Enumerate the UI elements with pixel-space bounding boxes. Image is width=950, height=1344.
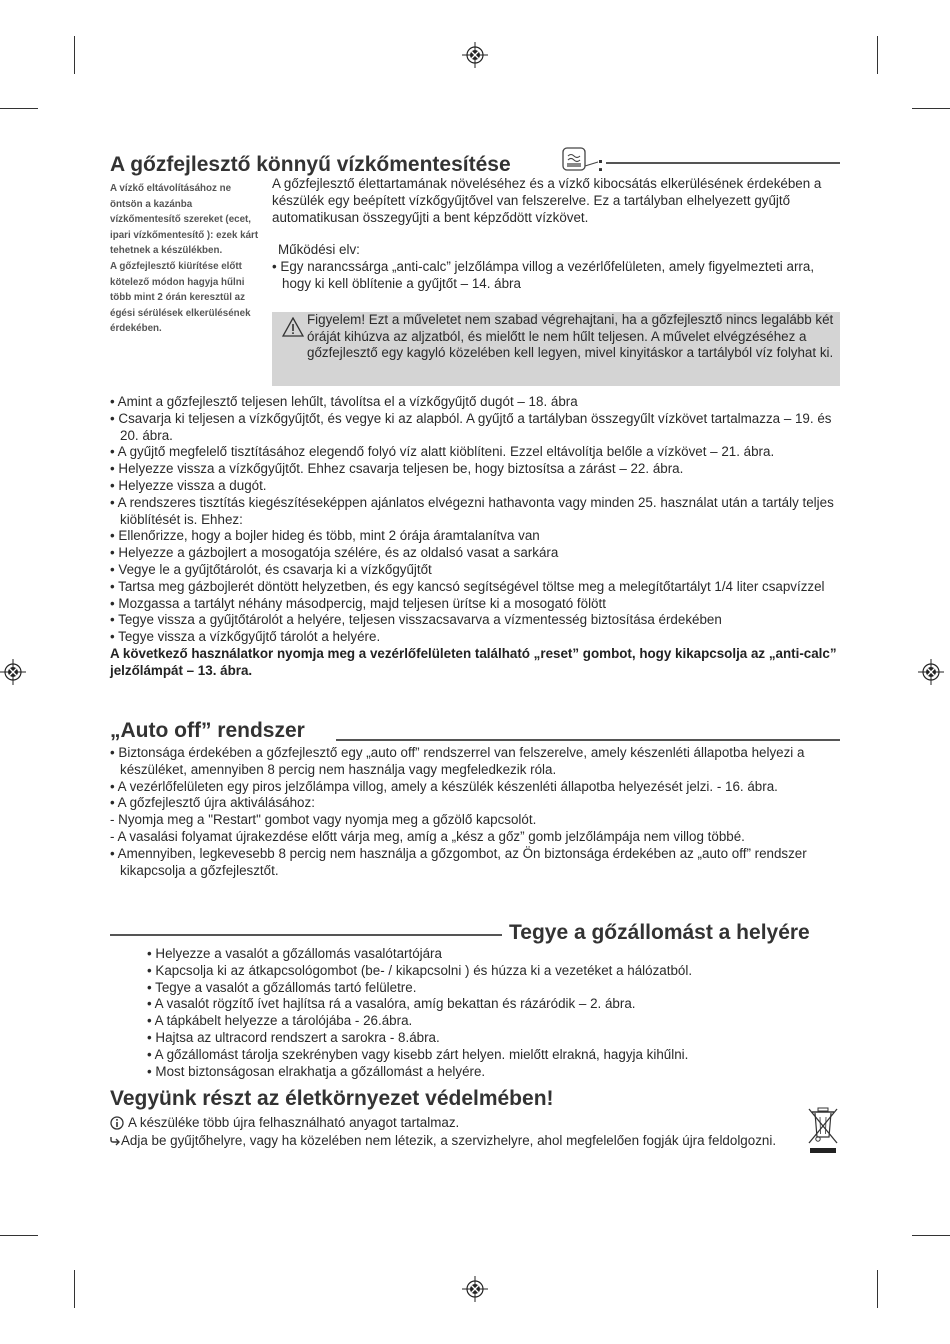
side-note-paragraph: A vízkő eltávolításához ne öntsön a kazánba vízkőmentesítő szereket (ecet, ipari vízkőmentesítő ): ezek kárt tehetnek a készülékben. (110, 183, 259, 257)
list-item: • A gőzfejlesztő újra aktiválásához: (110, 795, 315, 811)
list-item: • Tegye a vasalót a gőzállomás tartó felületre. (147, 979, 417, 995)
list-item: • A rendszeres tisztítás kiegészítéseképpen ajánlatos elvégezni hathavonta vagy minden 25. használat után a tartály teljes kiöblítését is. Ehhez: (110, 494, 834, 527)
arrow-right-icon (110, 1135, 121, 1146)
list-item: • A vasalót rögzítő ívet hajlítsa rá a vasalóra, amíg bekattan és rázáródik – 2. ábra. (147, 996, 636, 1012)
section-title-storage: Tegye a gőzállomást a helyére (509, 921, 810, 944)
registration-mark-icon (462, 1276, 488, 1302)
list-item: • Ellenőrizze, hogy a bojler hideg és több, mint 2 órája áramtalanítva van (110, 528, 540, 544)
crop-mark (877, 36, 878, 74)
list-item: • Tegye vissza a vízkőgyűjtő tárolót a helyére. (110, 629, 381, 645)
reset-instruction: A következő használatkor nyomja meg a vezérlőfelületen található „reset” gombot, hogy kikapcsolja az „anti-calc” jelzőlámpát – 13. ábra. (110, 645, 837, 678)
list-item: • Helyezze vissza a vízkőgyűjtőt. Ehhez csavarja teljesen be, hogy biztosítsa a zárást – 22. ábra. (110, 461, 684, 477)
section-title-colon: : (597, 153, 604, 176)
info-text: A készüléke több újra felhasználható anyagot tartalmaz. (128, 1115, 460, 1130)
auto-off-list (110, 745, 840, 879)
section-title-auto-off: „Auto off” rendszer (110, 719, 305, 742)
list-item: • Amint a gőzfejlesztő teljesen lehűlt, távolítsa el a vízkőgyűjtő dugót – 18. ábra (110, 394, 578, 409)
list-item: • Biztonsága érdekében a gőzfejlesztő egy „auto off” rendszerrel van felszerelve, amely készenléti állapotba helyezi a készüléket, amennyiben 8 percig nem használja vagy megfeledkezik róla. (110, 745, 805, 777)
crop-mark (0, 1235, 38, 1236)
list-item: • Helyezze a gázbojlert a mosogatója szélére, és az oldalsó vasat a sarkára (110, 545, 559, 561)
list-item: • Csavarja ki teljesen a vízkőgyűjtőt, és vegye ki az alapból. A gyűjtő a tartályban összegyűlt vízkövet tartalmazza – 19. és 20. ábra. (110, 410, 832, 443)
list-item: • A gyűjtő megfelelő tisztításához elegendő folyó víz alatt kiöblíteni. Ezzel eltávolítja belőle a vízkövet – 21. ábra. (110, 444, 775, 460)
list-item: - A vasalási folyamat újrakezdése előtt várja meg, amíg a „kész a gőz” gomb jelzőlámpája nem villog többé. (110, 828, 745, 844)
crop-mark (74, 1270, 75, 1308)
list-item: • A gőzállomást tárolja szekrényben vagy kisebb zárt helyen. mielőtt elrakná, hagyja kihűlni. (147, 1046, 689, 1062)
crop-mark (74, 36, 75, 74)
list-item: • Amennyiben, legkevesebb 8 percig nem használja a gőzgombot, az Ön biztonsága érdekében az „auto off” rendszer kikapcsolja a gőzfejlesztőt. (110, 845, 807, 878)
list-item: • Tegye vissza a gyűjtőtárolót a helyére, teljesen visszacsavarva a vízmentesség biztosítása érdekében (110, 612, 722, 628)
warning-triangle-icon (282, 317, 304, 337)
list-item: • Most biztonságosan elrakhatja a gőzállomást a helyére. (147, 1063, 486, 1079)
crop-mark (877, 1270, 878, 1308)
principle-item: • Egy narancssárga „anti-calc” jelzőlámpa villog a vezérlőfelületen, amely figyelmezteti arra, hogy ki kell öblítenie a gyűjtőt – 14. ábra (272, 259, 815, 291)
crop-mark (912, 1235, 950, 1236)
crop-mark (912, 108, 950, 109)
arrow-line (110, 1133, 790, 1150)
section-title-descaling: A gőzfejlesztő könnyű vízkőmentesítése (110, 153, 511, 176)
arrow-text: Adja be gyűjtőhelyre, vagy ha közelében nem létezik, a szervizhelyre, ahol megfelelően fogják újra feldolgozni. (121, 1132, 777, 1148)
title-rule (606, 162, 840, 164)
title-rule (336, 739, 840, 741)
list-item: • Hajtsa az ultracord rendszert a sarokra - 8.ábra. (147, 1029, 440, 1045)
side-note (110, 181, 262, 337)
list-item: • Mozgassa a tartályt néhány másodpercig, majd teljesen ürítse ki a mosogató fölött (110, 595, 606, 611)
list-item: • A vezérlőfelületen egy piros jelzőlámpa villog, amely a készülék készenléti állapotba helyezését jelzi. - 16. ábra. (110, 778, 778, 794)
warning-box (272, 312, 840, 386)
descaling-steps (110, 394, 840, 680)
list-item: • Helyezze a vasalót a gőzállomás vasalótartójára (147, 946, 442, 961)
list-item: • Vegye le a gyűjtőtárolót, és csavarja ki a vízkőgyűjtőt (110, 561, 432, 577)
storage-list (147, 946, 847, 1080)
intro-block (272, 176, 840, 293)
intro-paragraph: A gőzfejlesztő élettartamának növeléséhez és a vízkő kibocsátás elkerülésének érdekében a készülék egy beépített vízkőgyűjtővel van felszerelve. Ez a tartályban elhelyezett gyűjtő automatikusan összegyűjti a bent képződött vízkövet. (272, 176, 822, 225)
environment-block (110, 1115, 790, 1150)
list-item: • Tartsa meg gázbojlerét döntött helyzetben, és egy kancsó segítségével töltse meg a melegítőtartályt 1/4 liter csapvízzel (110, 578, 825, 594)
principle-label: Működési elv: (278, 242, 360, 258)
info-line (110, 1115, 790, 1132)
descale-indicator-icon (562, 146, 602, 176)
section-title-environment: Vegyünk részt az életkörnyezet védelmében! (110, 1087, 554, 1110)
list-item: • A tápkábelt helyezze a tárolójába - 26.ábra. (147, 1013, 413, 1029)
list-item: • Helyezze vissza a dugót. (110, 477, 267, 493)
registration-mark-icon (918, 659, 944, 685)
registration-mark-icon (462, 42, 488, 68)
list-item: - Nyomja meg a "Restart" gombot vagy nyomja meg a gőzölő kapcsolót. (110, 812, 537, 828)
info-circle-icon (110, 1116, 124, 1130)
registration-mark-icon (0, 659, 26, 685)
list-item: • Kapcsolja ki az átkapcsológombot (be- / kikapcsolni ) és húzza ki a vezetéket a hálózatból. (147, 962, 693, 978)
side-note-paragraph: A gőzfejlesztő kiürítése előtt kötelező módon hagyja hűlni több mint 2 órán keresztül az égési sérülések elkerülésének érdekében. (110, 260, 251, 335)
warning-text: Figyelem! Ezt a műveletet nem szabad végrehajtani, ha a gőzfejlesztő nincs legalább két óráját kihúzva az aljzatból, és mielőtt le nem hűlt teljesen. A művelet elvégzéséhez a gőzfejlesztő egy kagyló közelében kell legyen, mivel kinyitáskor a tartályból víz folyhat ki. (307, 312, 834, 361)
crop-mark (0, 108, 38, 109)
crossed-bin-icon (806, 1105, 840, 1155)
title-rule (110, 934, 502, 936)
